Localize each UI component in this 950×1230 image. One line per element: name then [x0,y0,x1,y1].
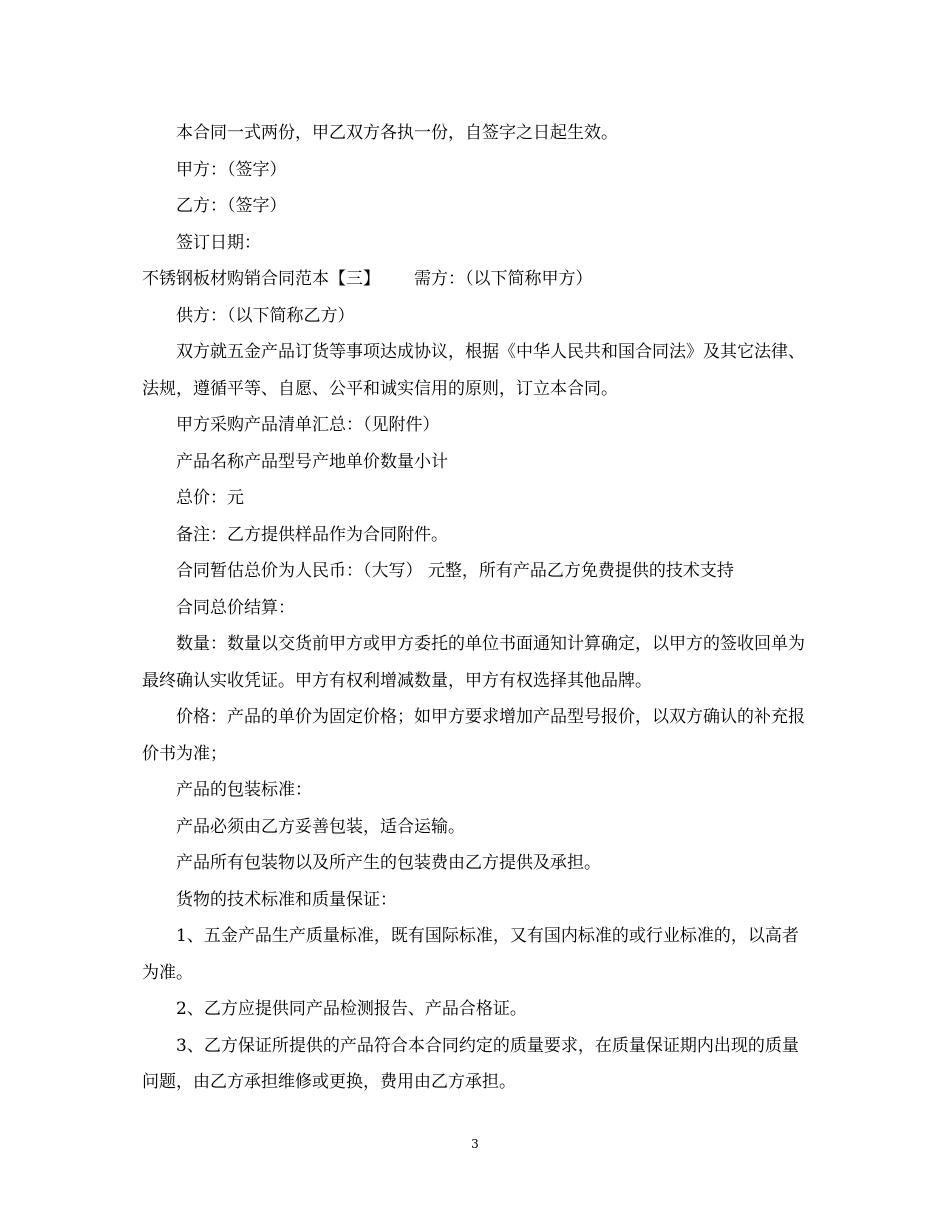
paragraph-quality-3: 3、乙方保证所提供的产品符合本合同约定的质量要求，在质量保证期内出现的质量问题，由乙方承担维修或更换，费用由乙方承担。 [142,1035,799,1092]
paragraph-packaging-requirement: 产品必须由乙方妥善包装，适合运输。 [176,816,465,837]
paragraph-quality-2: 2、乙方应提供同产品检测报告、产品合格证。 [176,999,527,1019]
section-title: 不锈钢板材购销合同范本【三】 [142,269,380,289]
paragraph-estimated-price: 合同暂估总价为人民币：（大写） 元整，所有产品乙方免费提供的技术支持 [176,561,734,581]
paragraph-total-price: 总价：元 [176,488,244,508]
paragraph-packaging-standard: 产品的包装标准： [176,780,312,800]
paragraph-quality-1: 1、五金产品生产质量标准，既有国际标准，又有国内标准的或行业标准的，以高者为准。 [142,926,799,983]
paragraph-agreement: 双方就五金产品订货等事项达成协议，根据《中华人民共和国合同法》及其它法律、法规，遵循平等、自愿、公平和诚实信用的原则，订立本合同。 [142,342,805,399]
paragraph-party-b-signature: 乙方：（签字） [176,196,287,216]
paragraph-product-columns: 产品名称产品型号产地单价数量小计 [176,451,448,472]
paragraph-quality-heading: 货物的技术标准和质量保证： [176,889,397,910]
document-body [142,115,807,1101]
paragraph-quantity: 数量：数量以交货前甲方或甲方委托的单位书面通知计算确定，以甲方的签收回单为最终确认实收凭证。甲方有权利增减数量，甲方有权选择其他品牌。 [142,634,805,691]
paragraph-purchase-list: 甲方采购产品清单汇总：（见附件） [176,415,440,435]
paragraph-settlement: 合同总价结算： [176,597,295,618]
paragraph-price: 价格：产品的单价为固定价格；如甲方要求增加产品型号报价，以双方确认的补充报价书为准； [142,707,805,764]
paragraph-packaging-cost: 产品所有包装物以及所产生的包装费由乙方提供及承担。 [176,853,601,873]
paragraph-supply-party: 供方：（以下简称乙方） [176,305,355,326]
paragraph-party-a-signature: 甲方：（签字） [176,159,287,180]
demand-party: 需方：（以下简称甲方） [414,269,593,289]
section-heading-line [142,261,807,298]
paragraph-sign-date: 签订日期： [176,232,261,253]
page-number: 3 [471,1137,479,1151]
paragraph-copies: 本合同一式两份，甲乙双方各执一份，自签字之日起生效。 [176,123,618,143]
paragraph-remark: 备注：乙方提供样品作为合同附件。 [176,524,448,545]
